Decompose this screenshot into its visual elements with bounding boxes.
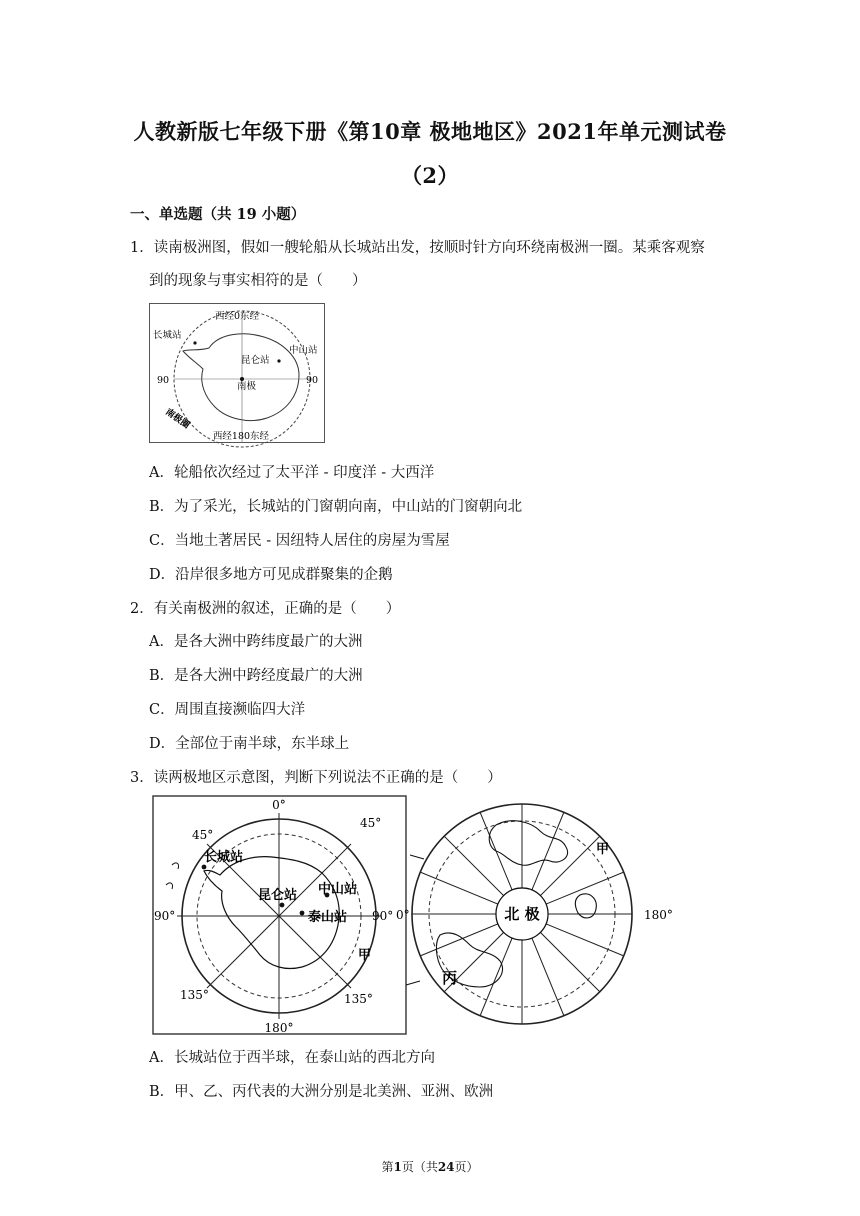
map2-jia-label: 甲 bbox=[358, 948, 372, 963]
map2-changcheng-label: 长城站 bbox=[204, 850, 244, 865]
map3-deg-180: 180° bbox=[644, 908, 673, 922]
footer-mid: 页（共 bbox=[401, 1160, 438, 1174]
document-title: 人教新版七年级下册《第10章 极地地区》2021年单元测试卷 bbox=[133, 119, 727, 144]
question-1-option-d: D．沿岸很多地方可见成群聚集的企鹅 bbox=[149, 567, 393, 583]
question-1-option-b: B．为了采光，长城站的门窗朝向南，中山站的门窗朝向北 bbox=[149, 499, 523, 515]
map2-deg-90-left: 90° bbox=[154, 909, 176, 923]
question-1-option-a: A．轮船依次经过了太平洋 - 印度洋 - 大西洋 bbox=[149, 465, 435, 481]
question-2-stem: 2．有关南极洲的叙述，正确的是（ ） bbox=[130, 601, 401, 617]
question-3-option-a: A．长城站位于西半球，在泰山站的西北方向 bbox=[149, 1050, 435, 1066]
map1-right-90: 90 bbox=[306, 375, 319, 386]
footer-prefix: 第 bbox=[381, 1160, 394, 1174]
map2-deg-135-left: 135° bbox=[180, 988, 209, 1002]
map1-circle-label: 南极圈 bbox=[163, 407, 192, 431]
section-heading: 一、单选题（共 19 小题） bbox=[130, 206, 306, 223]
footer-total-pages: 24 bbox=[437, 1160, 455, 1174]
map2-deg-180: 180° bbox=[264, 1021, 294, 1035]
north-pole-map-figure bbox=[396, 795, 684, 1035]
map2-deg-135-right: 135° bbox=[344, 992, 373, 1006]
map2-kunlun-label: 昆仑站 bbox=[258, 888, 298, 903]
footer-page-number: 1 bbox=[393, 1160, 402, 1174]
map1-changcheng-label: 长城站 bbox=[153, 330, 182, 341]
map1-top-label: 西经0东经 bbox=[214, 311, 260, 322]
map1-kunlun-label: 昆仑站 bbox=[241, 355, 270, 366]
map3-jia-label: 甲 bbox=[596, 842, 610, 857]
question-2-option-d: D．全部位于南半球，东半球上 bbox=[149, 736, 350, 752]
question-1-stem: 1．读南极洲图，假如一艘轮船从长城站出发，按顺时针方向环绕南极洲一圈。某乘客观察 bbox=[130, 240, 705, 256]
antarctica-map-figure bbox=[149, 303, 325, 443]
map2-zhongshan-label: 中山站 bbox=[318, 882, 358, 897]
document-title-line2: （2） bbox=[400, 163, 460, 188]
map2-taishan-label: 泰山站 bbox=[308, 910, 348, 925]
south-pole-map-figure bbox=[152, 795, 407, 1035]
map3-beiji-label: 北 极 bbox=[504, 905, 540, 923]
map1-left-90: 90 bbox=[157, 375, 170, 386]
question-1-stem-cont: 到的现象与事实相符的是（ ） bbox=[149, 273, 367, 289]
map1-bottom-label: 西经180东经 bbox=[212, 431, 270, 442]
question-3-stem: 3．读两极地区示意图，判断下列说法不正确的是（ ） bbox=[130, 770, 502, 786]
question-3-option-b: B．甲、乙、丙代表的大洲分别是北美洲、亚洲、欧洲 bbox=[149, 1084, 494, 1100]
map2-deg-90-right: 90° bbox=[372, 909, 394, 923]
page-footer bbox=[0, 1158, 860, 1175]
footer-suffix: 页） bbox=[454, 1160, 479, 1174]
map3-bing-label: 丙 bbox=[442, 969, 458, 987]
question-2-option-a: A．是各大洲中跨纬度最广的大洲 bbox=[149, 634, 363, 650]
question-1-option-c: C．当地土著居民 - 因纽特人居住的房屋为雪屋 bbox=[149, 533, 450, 549]
map3-deg-0: 0° bbox=[396, 908, 410, 922]
map1-zhongshan-label: 中山站 bbox=[289, 345, 318, 356]
map2-deg-45-left: 45° bbox=[192, 828, 214, 842]
map1-nanji-label: 南极 bbox=[237, 381, 257, 392]
question-2-option-b: B．是各大洲中跨经度最广的大洲 bbox=[149, 668, 363, 684]
map2-deg-45-right: 45° bbox=[360, 816, 382, 830]
map2-deg-0: 0° bbox=[272, 798, 286, 812]
question-2-option-c: C．周围直接濒临四大洋 bbox=[149, 702, 306, 718]
